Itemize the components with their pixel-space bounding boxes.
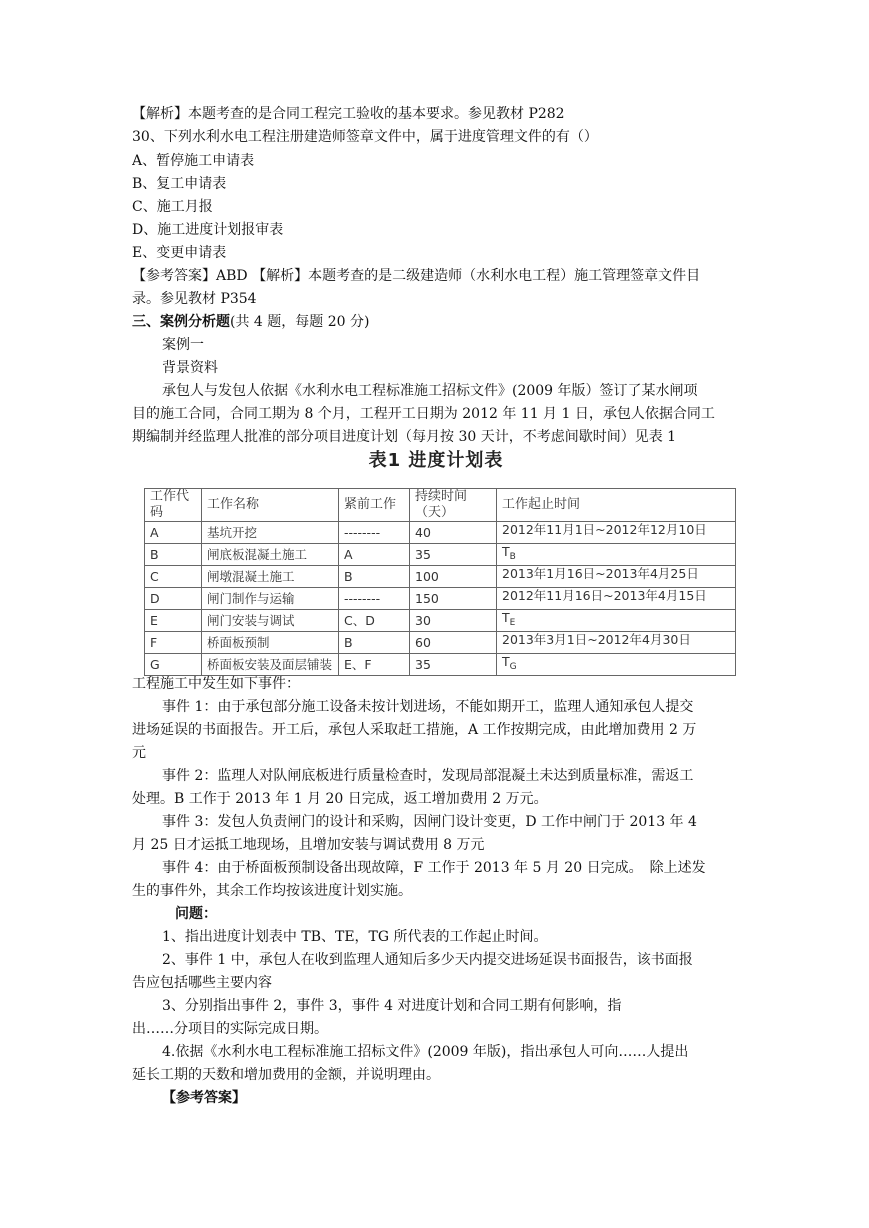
question-2-line-2: 告应包括哪些主要内容 bbox=[132, 975, 272, 991]
header-duration: 持续时间（天） bbox=[410, 489, 497, 522]
cell-time-text: 2013年3月1日~2012年4月30日 bbox=[502, 632, 691, 647]
event-1-line-1: 事件 1：由于承包部分施工设备未按计划进场，不能如期开工，监理人通知承包人提交 bbox=[162, 699, 694, 715]
cell-time bbox=[497, 588, 736, 610]
question-3-line-1: 3、分别指出事件 2，事件 3，事件 4 对进度计划和合同工期有何影响，指 bbox=[162, 998, 622, 1014]
cell-time-text: T bbox=[502, 610, 510, 625]
cell-time bbox=[497, 522, 736, 544]
cell-code-text: F bbox=[150, 634, 158, 650]
background-label: 背景资料 bbox=[162, 360, 218, 376]
option-e: E、变更申请表 bbox=[132, 245, 227, 261]
table-row bbox=[145, 610, 736, 632]
cell-code bbox=[145, 522, 202, 544]
cell-name-text: 桥面板预制 bbox=[207, 634, 270, 650]
option-c: C、施工月报 bbox=[132, 199, 213, 215]
cell-predecessor bbox=[339, 544, 410, 566]
cell-name bbox=[202, 566, 339, 588]
cell-code bbox=[145, 588, 202, 610]
cell-name bbox=[202, 522, 339, 544]
cell-name-text: 桥面板安装及面层铺装 bbox=[207, 656, 333, 672]
table-header-row bbox=[145, 489, 736, 522]
cell-predecessor bbox=[339, 566, 410, 588]
cell-predecessor bbox=[339, 588, 410, 610]
cell-duration-text: 150 bbox=[415, 590, 439, 606]
table-row bbox=[145, 522, 736, 544]
cell-predecessor-text: -------- bbox=[344, 524, 381, 540]
cell-code bbox=[145, 544, 202, 566]
cell-name-text: 基坑开挖 bbox=[207, 524, 258, 540]
cell-name-text: 闸底板混凝土施工 bbox=[207, 546, 308, 562]
cell-name bbox=[202, 632, 339, 654]
cell-duration-text: 35 bbox=[415, 656, 431, 672]
cell-duration bbox=[410, 544, 497, 566]
cell-name bbox=[202, 588, 339, 610]
cell-time-text: 2013年1月16日~2013年4月25日 bbox=[502, 566, 699, 581]
option-a: A、暂停施工申请表 bbox=[132, 153, 255, 169]
schedule-table-figure bbox=[136, 440, 736, 672]
cell-name-text: 闸门安装与调试 bbox=[207, 612, 295, 628]
table-body bbox=[145, 522, 736, 676]
cell-code-text: B bbox=[150, 546, 159, 562]
case-paragraph-line-1: 承包人与发包人依据《水利水电工程标准施工招标文件》(2009 年版）签订了某水闸项 bbox=[162, 383, 698, 399]
cell-predecessor-text: C、D bbox=[344, 612, 375, 628]
section-note: (共 4 题，每题 20 分) bbox=[230, 314, 370, 330]
event-4-line-2: 生的事件外，其余工作均按该进度计划实施。 bbox=[132, 883, 412, 899]
cell-duration bbox=[410, 522, 497, 544]
time-subscript: G bbox=[509, 662, 517, 672]
cell-time bbox=[497, 566, 736, 588]
table-row bbox=[145, 588, 736, 610]
case-label: 案例一 bbox=[162, 337, 204, 353]
header-predecessor: 紧前工作 bbox=[339, 489, 410, 522]
cell-time bbox=[497, 632, 736, 654]
event-2-line-2: 处理。B 工作于 2013 年 1 月 20 日完成，返工增加费用 2 万元。 bbox=[132, 791, 548, 807]
cell-predecessor-text: A bbox=[344, 546, 353, 562]
event-4-line-1: 事件 4：由于桥面板预制设备出现故障，F 工作于 2013 年 5 月 20 日完成。 除上述发 bbox=[162, 860, 706, 876]
cell-duration-text: 100 bbox=[415, 568, 439, 584]
header-time: 工作起止时间 bbox=[497, 489, 736, 522]
cell-predecessor bbox=[339, 522, 410, 544]
question-2-line-1: 2、事件 1 中，承包人在收到监理人通知后多少天内提交进场延误书面报告，该书面报 bbox=[162, 952, 693, 968]
cell-predecessor-text: B bbox=[344, 634, 353, 650]
cell-time-text: 2012年11月16日~2013年4月15日 bbox=[502, 588, 707, 603]
cell-code bbox=[145, 566, 202, 588]
cell-predecessor-text: B bbox=[344, 568, 353, 584]
cell-time bbox=[497, 610, 736, 632]
cell-name bbox=[202, 544, 339, 566]
question-3-line-2: 出……分项目的实际完成日期。 bbox=[132, 1021, 328, 1037]
cell-predecessor-text: -------- bbox=[344, 590, 381, 606]
answer-line-1: 【参考答案】ABD 【解析】本题考查的是二级建造师（水利水电工程）施工管理签章文件目 bbox=[132, 268, 701, 284]
answer-line-2: 录。参见教材 P354 bbox=[132, 291, 257, 307]
cell-time-text: 2012年11月1日~2012年12月10日 bbox=[502, 522, 707, 537]
table-row bbox=[145, 544, 736, 566]
event-1-line-2: 进场延误的书面报告。开工后，承包人采取赶工措施，A 工作按期完成，由此增加费用 2 万 bbox=[132, 722, 697, 738]
event-3-line-2: 月 25 日才运抵工地现场，且增加安装与调试费用 8 万元 bbox=[132, 837, 485, 853]
option-d: D、施工进度计划报审表 bbox=[132, 222, 284, 238]
cell-duration-text: 35 bbox=[415, 546, 431, 562]
question-4-line-2: 延长工期的天数和增加费用的金额，并说明理由。 bbox=[132, 1067, 440, 1083]
cell-time-text: T bbox=[502, 544, 510, 559]
cell-code-text: D bbox=[150, 590, 160, 606]
table-title: 表1 进度计划表 bbox=[368, 450, 504, 471]
cell-duration-text: 60 bbox=[415, 634, 431, 650]
cell-duration-text: 30 bbox=[415, 612, 431, 628]
cell-code bbox=[145, 632, 202, 654]
event-1-line-3: 元 bbox=[132, 745, 146, 761]
table-row bbox=[145, 566, 736, 588]
cell-code-text: A bbox=[150, 524, 159, 540]
cell-duration bbox=[410, 566, 497, 588]
time-subscript: B bbox=[509, 552, 516, 562]
cell-predecessor bbox=[339, 610, 410, 632]
cell-code-text: G bbox=[150, 656, 160, 672]
cell-code-text: C bbox=[150, 568, 159, 584]
analysis-line: 【解析】本题考查的是合同工程完工验收的基本要求。参见教材 P282 bbox=[132, 106, 565, 122]
case-paragraph-line-2: 目的施工合同，合同工期为 8 个月，工程开工日期为 2012 年 11 月 1 日，承包人依据合同工 bbox=[132, 406, 715, 422]
header-name: 工作名称 bbox=[202, 489, 339, 522]
cell-time-text: T bbox=[502, 654, 510, 669]
section-heading bbox=[132, 311, 742, 334]
question-1: 1、指出进度计划表中 TB、TE，TG 所代表的工作起止时间。 bbox=[162, 929, 548, 945]
cell-duration bbox=[410, 588, 497, 610]
cell-duration-text: 40 bbox=[415, 524, 431, 540]
cell-predecessor-text: E、F bbox=[344, 656, 372, 672]
cell-duration bbox=[410, 632, 497, 654]
question-4-line-1: 4.依据《水利水电工程标准施工招标文件》(2009 年版)，指出承包人可向……人提出 bbox=[162, 1044, 689, 1060]
question-30: 30、下列水利水电工程注册建造师签章文件中，属于进度管理文件的有（） bbox=[132, 129, 598, 145]
cell-duration bbox=[410, 610, 497, 632]
section-title: 三、案例分析题 bbox=[132, 314, 230, 330]
cell-code bbox=[145, 610, 202, 632]
cell-time bbox=[497, 544, 736, 566]
questions-heading: 问题： bbox=[175, 906, 217, 922]
reference-answer-label: 【参考答案】 bbox=[162, 1090, 246, 1106]
header-code: 工作代码 bbox=[145, 489, 202, 522]
schedule-table bbox=[144, 488, 736, 676]
event-3-line-1: 事件 3：发包人负责闸门的设计和采购，因闸门设计变更，D 工作中闸门于 2013 年 4 bbox=[162, 814, 697, 830]
cell-predecessor bbox=[339, 632, 410, 654]
cell-name-text: 闸门制作与运输 bbox=[207, 590, 295, 606]
option-b: B、复工申请表 bbox=[132, 176, 227, 192]
case-paragraph-line-3: 期编制并经监理人批准的部分项目进度计划（每月按 30 天计，不考虑间歇时间）见表 1 bbox=[132, 429, 677, 445]
event-2-line-1: 事件 2：监理人对队闸底板进行质量检查时，发现局部混凝土未达到质量标准，需返工 bbox=[162, 768, 694, 784]
cell-name bbox=[202, 610, 339, 632]
table-row bbox=[145, 632, 736, 654]
cell-code-text: E bbox=[150, 612, 158, 628]
events-intro: 工程施工中发生如下事件： bbox=[132, 676, 300, 692]
cell-name-text: 闸墩混凝土施工 bbox=[207, 568, 295, 584]
time-subscript: E bbox=[509, 618, 516, 628]
